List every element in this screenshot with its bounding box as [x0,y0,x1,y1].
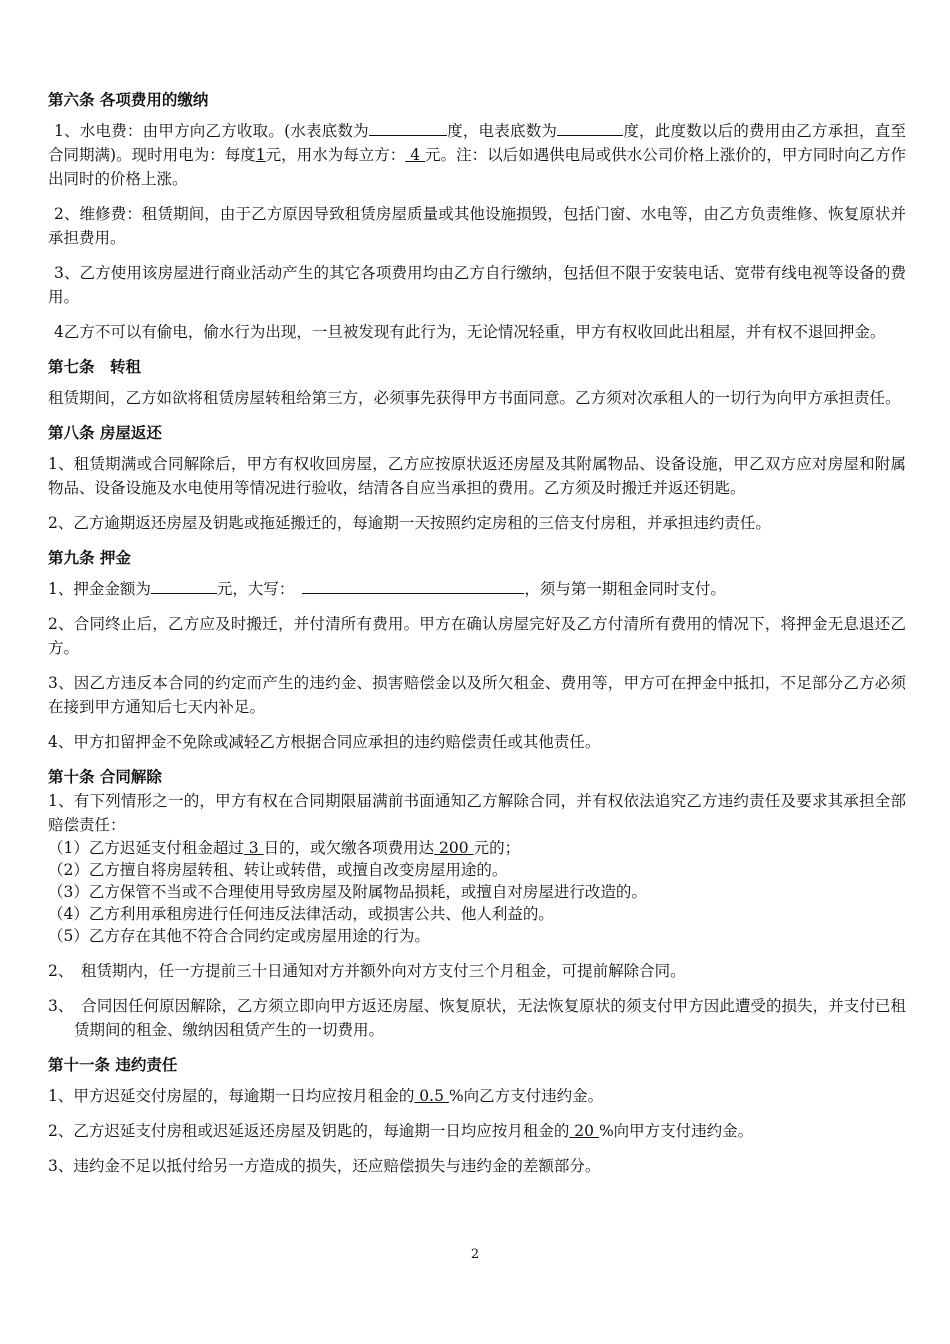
s10-paragraph-1: 1、有下列情形之一的，甲方有权在合同期限届满前书面通知乙方解除合同，并有权依法追究乙方违约责任及要求其承担全部赔偿责任： [48,792,906,834]
s6-paragraph-1 [48,119,906,191]
s10-i1-text-c: 元的； [473,839,521,857]
s10-paragraph-2: 2、 租赁期内，任一方提前三十日通知对方并额外向对方支付三个月租金，可提前解除合同。 [48,962,686,980]
deposit-amount-blank [151,578,217,594]
section-6-title: 第六条 各项费用的缴纳 [48,91,209,109]
s11-p2-text-b: %向甲方支付违约金。 [598,1122,754,1140]
late-days: 3 [243,839,264,857]
s10-i1-text-b: 日的，或欠缴各项费用达 [263,839,435,857]
s9-p1-text-c: ，须与第一期租金同时支付。 [524,580,726,598]
section-11-title: 第十一条 违约责任 [48,1056,178,1074]
s10-item-4: （4）乙方利用承租房进行任何违反法律活动，或损害公共、他人利益的。 [48,905,554,923]
s9-p1-text-a: 1、押金金额为 [48,580,151,598]
s9-paragraph-3: 3、因乙方违反本合同的约定而产生的违约金、损害赔偿金以及所欠租金、费用等，甲方可在押金中抵扣，不足部分乙方必须在接到甲方通知后七天内补足。 [48,674,906,716]
s8-paragraph-2: 2、乙方逾期返还房屋及钥匙或拖延搬迁的，每逾期一天按照约定房租的三倍支付房租，并承担违约责任。 [48,514,771,532]
section-10-title: 第十条 合同解除 [48,768,162,786]
water-meter-blank [369,120,447,136]
s11-paragraph-1 [48,1084,906,1108]
s6-paragraph-2: 2、维修费：租赁期间，由于乙方原因导致租赁房屋质量或其他设施损毁，包括门窗、水电等，由乙方负责维修、恢复原状并承担费用。 [48,205,906,247]
s10-item-2: （2）乙方擅自将房屋转租、转让或转借，或擅自改变房屋用途的。 [48,861,508,879]
electricity-price: 1 [255,146,266,164]
s11-p1-text-b: %向乙方支付违约金。 [448,1087,604,1105]
s6-p1-text-c: 度，此度数以后的费用由乙方承担，直至合同期满)。现时用电为：每度 [48,122,906,164]
s8-paragraph-1: 1、租赁期满或合同解除后，甲方有权收回房屋，乙方应按原状返还房屋及其附属物品、设备设施，甲乙双方应对房屋和附属物品、设备设施及水电使用等情况进行验收，结清各自应当承担的费用。乙方须及时搬迁并返还钥匙。 [48,455,906,497]
water-price: 4 [405,146,426,164]
page-number: 2 [470,1247,480,1262]
s11-paragraph-3: 3、违约金不足以抵付给另一方造成的损失，还应赔偿损失与违约金的差额部分。 [48,1157,601,1175]
landlord-penalty-rate: 0.5 [414,1087,449,1105]
s6-p1-text-b: 度，电表底数为 [446,122,558,140]
tenant-penalty-rate: 20 [569,1122,599,1140]
s9-paragraph-2: 2、合同终止后，乙方应及时搬迁，并付清所有费用。甲方在确认房屋完好及乙方付清所有费用的情况下，将押金无息退还乙方。 [48,615,906,657]
s10-item-5: （5）乙方存在其他不符合合同约定或房屋用途的行为。 [48,927,430,945]
section-8-title: 第八条 房屋返还 [48,424,162,442]
overdue-amount: 200 [434,839,474,857]
s10-item-1 [48,837,906,859]
s6-p1-text-d: 元，用水为每立方： [265,146,406,164]
s6-p1-text-a: 1、水电费：由甲方向乙方收取。(水表底数为 [54,122,369,140]
s9-p1-text-b: 元，大写： [216,580,295,598]
s9-paragraph-4: 4、甲方扣留押金不免除或减轻乙方根据合同应承担的违约赔偿责任或其他责任。 [48,733,601,751]
electric-meter-blank [557,120,623,136]
s11-p2-text-a: 2、乙方迟延支付房租或迟延返还房屋及钥匙的，每逾期一日均应按月租金的 [48,1122,570,1140]
s10-i1-text-a: （1）乙方迟延支付租金超过 [48,839,244,857]
s11-p1-text-a: 1、甲方迟延交付房屋的，每逾期一日均应按月租金的 [48,1087,415,1105]
s6-paragraph-3: 3、乙方使用该房屋进行商业活动产生的其它各项费用均由乙方自行缴纳，包括但不限于安装电话、宽带有线电视等设备的费用。 [48,264,906,306]
s11-paragraph-2 [48,1119,906,1143]
s10-paragraph-3: 3、 合同因任何原因解除，乙方须立即向甲方返还房屋、恢复原状，无法恢复原状的须支付甲方因此遭受的损失，并支付已租赁期间的租金、缴纳因租赁产生的一切费用。 [48,997,906,1039]
section-7-title: 第七条 转租 [48,358,142,376]
s10-item-3: （3）乙方保管不当或不合理使用导致房屋及附属物品损耗，或擅自对房屋进行改造的。 [48,883,647,901]
s7-paragraph-1: 租赁期间，乙方如欲将租赁房屋转租给第三方，必须事先获得甲方书面同意。乙方须对次承租人的一切行为向甲方承担责任。 [48,389,901,407]
contract-page [48,88,906,1178]
s6-p1-text-e: 元。注：以后如遇供电局或供水公司价格上涨价的，甲方同时向乙方作出同时的价格上涨。 [48,146,906,188]
s6-paragraph-4: 4乙方不可以有偷电，偷水行为出现，一旦被发现有此行为，无论情况轻重，甲方有权收回此出租屋，并有权不退回押金。 [54,323,886,341]
deposit-words-blank [302,578,524,594]
s9-paragraph-1 [48,577,906,601]
section-9-title: 第九条 押金 [48,549,131,567]
